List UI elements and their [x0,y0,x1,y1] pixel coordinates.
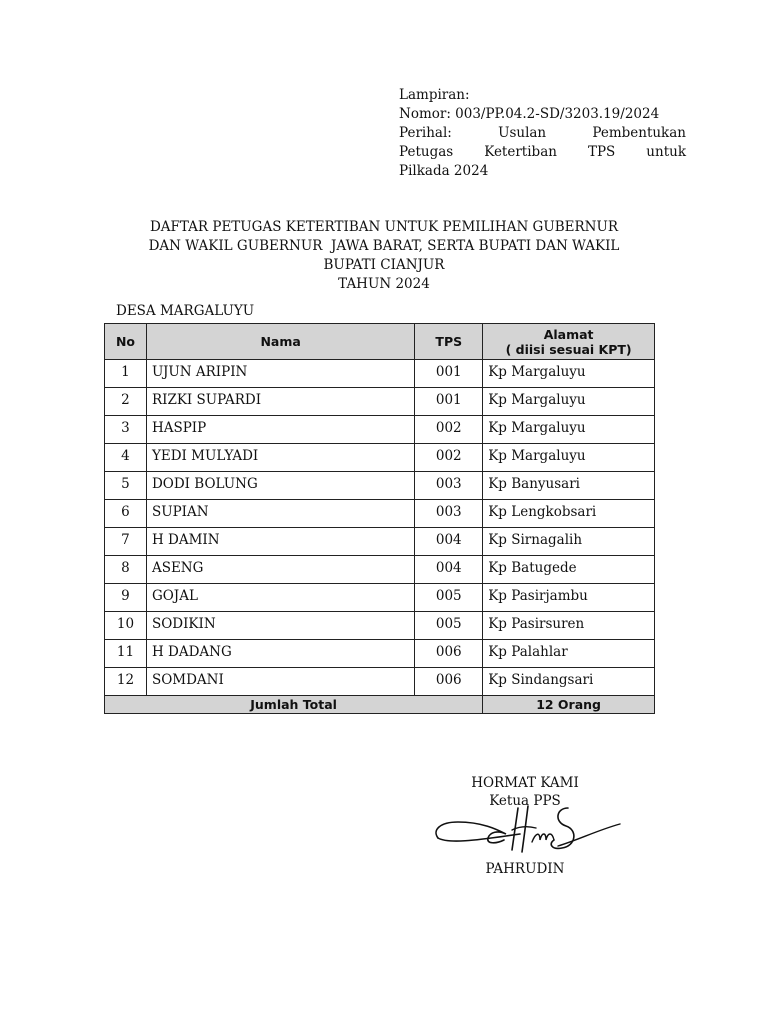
table-body [105,360,655,696]
table-row [105,668,655,696]
cell-alamat: Kp Margaluyu [483,360,655,388]
lampiran-perihal-line3: Pilkada 2024 [399,163,489,179]
table-row [105,360,655,388]
cell-no: 1 [105,360,147,388]
cell-tps: 005 [415,612,483,640]
cell-tps: 002 [415,416,483,444]
cell-no: 10 [105,612,147,640]
header-tps: TPS [415,324,483,360]
cell-alamat: Kp Banyusari [483,472,655,500]
document-title [104,218,664,294]
table-row [105,472,655,500]
cell-no: 4 [105,444,147,472]
cell-alamat: Kp Sirnagalih [483,528,655,556]
cell-no: 3 [105,416,147,444]
cell-alamat: Kp Margaluyu [483,416,655,444]
table-row [105,584,655,612]
header-alamat-line2: ( diisi sesuai KPT) [505,341,632,357]
lampiran-nomor: Nomor: 003/PP.04.2-SD/3203.19/2024 [399,106,660,122]
cell-alamat: Kp Pasirjambu [483,584,655,612]
cell-nama: RIZKI SUPARDI [146,388,414,416]
cell-alamat: Kp Sindangsari [483,668,655,696]
cell-no: 2 [105,388,147,416]
lampiran-perihal-line2: Petugas Ketertiban TPS untuk [399,144,686,160]
cell-alamat: Kp Pasirsuren [483,612,655,640]
signer-name: PAHRUDIN [485,861,565,877]
cell-tps: 002 [415,444,483,472]
cell-no: 12 [105,668,147,696]
cell-nama: DODI BOLUNG [146,472,414,500]
cell-alamat: Kp Margaluyu [483,444,655,472]
cell-tps: 006 [415,668,483,696]
table-row [105,416,655,444]
cell-alamat: Kp Palahlar [483,640,655,668]
cell-nama: UJUN ARIPIN [146,360,414,388]
table-row [105,500,655,528]
title-line2: DAN WAKIL GUBERNUR JAWA BARAT, SERTA BUPATI DAN WAKIL [148,238,620,254]
title-line1: DAFTAR PETUGAS KETERTIBAN UNTUK PEMILIHAN GUBERNUR [149,219,619,235]
cell-no: 11 [105,640,147,668]
cell-tps: 003 [415,500,483,528]
cell-nama: SUPIAN [146,500,414,528]
desa-label: DESA MARGALUYU [116,303,255,319]
header-nama: Nama [146,324,414,360]
table-row [105,612,655,640]
title-line3: BUPATI CIANJUR [323,257,445,273]
cell-nama: YEDI MULYADI [146,444,414,472]
lampiran-label: Lampiran: [399,87,470,103]
cell-tps: 006 [415,640,483,668]
cell-nama: H DAMIN [146,528,414,556]
footer-total-label: Jumlah Total [105,696,483,714]
lampiran-block [399,86,686,181]
cell-no: 9 [105,584,147,612]
cell-tps: 004 [415,528,483,556]
cell-no: 8 [105,556,147,584]
cell-tps: 004 [415,556,483,584]
table-row [105,528,655,556]
table-row [105,640,655,668]
cell-nama: GOJAL [146,584,414,612]
cell-tps: 005 [415,584,483,612]
cell-nama: HASPIP [146,416,414,444]
header-alamat [483,324,655,360]
header-alamat-line1: Alamat [543,326,594,342]
cell-nama: H DADANG [146,640,414,668]
cell-no: 5 [105,472,147,500]
header-no: No [105,324,147,360]
table-row [105,388,655,416]
lampiran-perihal-line1: Perihal: Usulan Pembentukan [399,125,686,141]
signature-position: Ketua PPS [489,793,561,809]
table-row [105,556,655,584]
cell-alamat: Kp Margaluyu [483,388,655,416]
petugas-table [104,323,655,714]
table-header-row [105,324,655,360]
cell-alamat: Kp Lengkobsari [483,500,655,528]
cell-nama: SODIKIN [146,612,414,640]
table-footer-row [105,696,655,714]
cell-nama: ASENG [146,556,414,584]
cell-tps: 001 [415,388,483,416]
cell-no: 6 [105,500,147,528]
cell-nama: SOMDANI [146,668,414,696]
cell-alamat: Kp Batugede [483,556,655,584]
table-row [105,444,655,472]
cell-no: 7 [105,528,147,556]
footer-total-value: 12 Orang [483,696,655,714]
signature-closing: HORMAT KAMI [471,775,579,791]
title-line4: TAHUN 2024 [338,276,430,292]
cell-tps: 003 [415,472,483,500]
cell-tps: 001 [415,360,483,388]
